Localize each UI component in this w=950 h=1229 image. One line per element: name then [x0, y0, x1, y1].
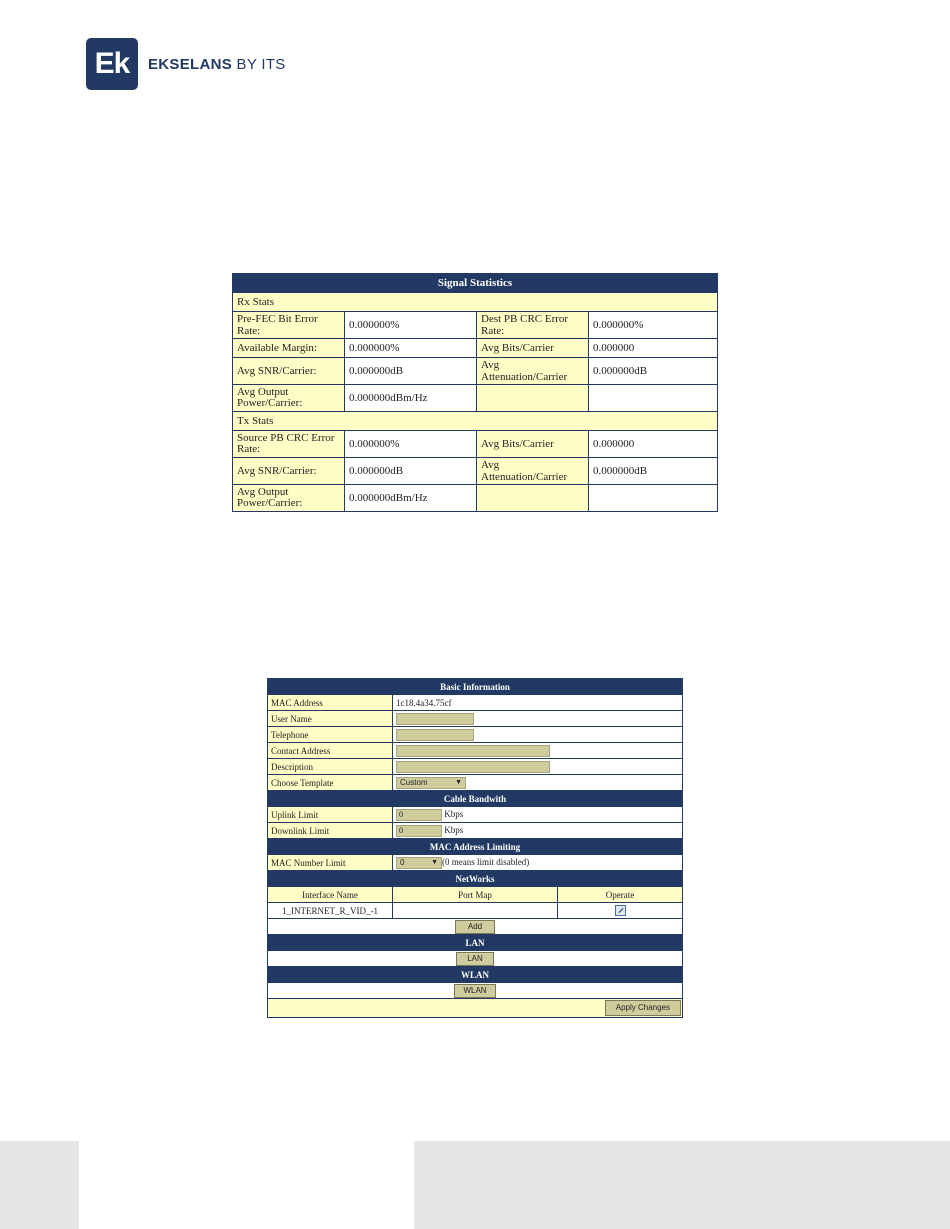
logo-text-light: BY ITS — [232, 55, 286, 73]
tx-stats-heading: Tx Stats — [233, 412, 718, 431]
contact-address-label: Contact Address — [268, 743, 393, 759]
stats-row — [233, 339, 718, 358]
user-name-input[interactable] — [396, 713, 474, 725]
stats-row — [233, 458, 718, 485]
description-input[interactable] — [396, 761, 550, 773]
apply-changes-button[interactable]: Apply Changes — [605, 1000, 681, 1016]
choose-template-label: Choose Template — [268, 775, 393, 791]
signal-statistics-table — [232, 273, 718, 512]
mac-limiting-title: MAC Address Limiting — [268, 839, 683, 855]
interface-name-cell: 1_INTERNET_R_VID_-1 — [268, 903, 393, 919]
stat-label: Avg SNR/Carrier: — [233, 458, 345, 485]
logo-text — [148, 56, 286, 73]
chevron-down-icon: ▼ — [431, 858, 438, 866]
stats-row — [233, 312, 718, 339]
basic-information-table — [267, 678, 683, 1018]
footer-right-block — [414, 1141, 950, 1229]
stat-value: 0.000000% — [589, 312, 718, 339]
basic-information-panel — [267, 678, 683, 1018]
col-operate: Operate — [558, 887, 683, 903]
lan-button[interactable]: LAN — [456, 952, 494, 966]
stat-label — [477, 385, 589, 412]
wlan-title: WLAN — [268, 967, 683, 983]
stat-label: Pre-FEC Bit Error Rate: — [233, 312, 345, 339]
stat-value: 0.000000dB — [589, 358, 718, 385]
col-interface-name: Interface Name — [268, 887, 393, 903]
footer-left-block — [0, 1141, 79, 1229]
stat-value: 0.000000dBm/Hz — [345, 485, 477, 512]
downlink-limit-label: Downlink Limit — [268, 823, 393, 839]
contact-address-input[interactable] — [396, 745, 550, 757]
col-port-map: Port Map — [393, 887, 558, 903]
stat-label: Available Margin: — [233, 339, 345, 358]
stat-value — [589, 385, 718, 412]
mac-limit-note: (0 means limit disabled) — [442, 856, 530, 867]
stat-value: 0.000000dB — [589, 458, 718, 485]
stats-row — [233, 358, 718, 385]
stat-label: Avg Output Power/Carrier: — [233, 385, 345, 412]
brand-logo — [86, 38, 286, 90]
cable-bandwidth-title: Cable Bandwith — [268, 791, 683, 807]
stat-label: Avg Bits/Carrier — [477, 339, 589, 358]
stat-label: Avg Attenuation/Carrier — [477, 458, 589, 485]
uplink-limit-input[interactable]: 0 — [396, 809, 442, 821]
stat-value: 0.000000 — [589, 339, 718, 358]
template-select[interactable] — [396, 777, 466, 789]
stat-label: Avg SNR/Carrier: — [233, 358, 345, 385]
stat-label: Avg Output Power/Carrier: — [233, 485, 345, 512]
user-name-label: User Name — [268, 711, 393, 727]
stat-value: 0.000000dBm/Hz — [345, 385, 477, 412]
port-map-cell — [393, 903, 558, 919]
telephone-input[interactable] — [396, 729, 474, 741]
networks-title: NetWorks — [268, 871, 683, 887]
uplink-limit-label: Uplink Limit — [268, 807, 393, 823]
signal-statistics-panel — [232, 273, 718, 509]
mac-address-value: 1c18.4a34.75cf — [393, 695, 683, 711]
mac-number-limit-select[interactable] — [396, 857, 442, 869]
stat-label: Avg Attenuation/Carrier — [477, 358, 589, 385]
stat-value: 0.000000% — [345, 312, 477, 339]
uplink-unit: Kbps — [444, 808, 464, 819]
stat-value: 0.000000% — [345, 431, 477, 458]
downlink-limit-input[interactable]: 0 — [396, 825, 442, 837]
logo-text-bold: EKSELANS — [148, 55, 233, 73]
stat-value: 0.000000% — [345, 339, 477, 358]
template-select-value: Custom — [400, 777, 428, 787]
description-label: Description — [268, 759, 393, 775]
add-button[interactable]: Add — [455, 920, 495, 934]
signal-statistics-title: Signal Statistics — [233, 274, 718, 293]
table-row — [268, 903, 683, 919]
basic-information-title: Basic Information — [268, 679, 683, 695]
logo-mark: Ek — [86, 38, 138, 90]
mac-number-limit-value: 0 — [400, 857, 405, 867]
stat-value: 0.000000dB — [345, 358, 477, 385]
edit-icon[interactable] — [615, 905, 626, 916]
lan-title: LAN — [268, 935, 683, 951]
stats-row — [233, 485, 718, 512]
stat-value: 0.000000 — [589, 431, 718, 458]
stats-row — [233, 385, 718, 412]
wlan-button[interactable]: WLAN — [454, 984, 495, 998]
stat-label — [477, 485, 589, 512]
stats-row — [233, 431, 718, 458]
mac-address-label: MAC Address — [268, 695, 393, 711]
stat-label: Dest PB CRC Error Rate: — [477, 312, 589, 339]
stat-value — [589, 485, 718, 512]
rx-stats-heading: Rx Stats — [233, 293, 718, 312]
stat-label: Source PB CRC Error Rate: — [233, 431, 345, 458]
stat-label: Avg Bits/Carrier — [477, 431, 589, 458]
telephone-label: Telephone — [268, 727, 393, 743]
downlink-unit: Kbps — [444, 824, 464, 835]
stat-value: 0.000000dB — [345, 458, 477, 485]
mac-number-limit-label: MAC Number Limit — [268, 855, 393, 871]
chevron-down-icon: ▼ — [455, 778, 462, 786]
